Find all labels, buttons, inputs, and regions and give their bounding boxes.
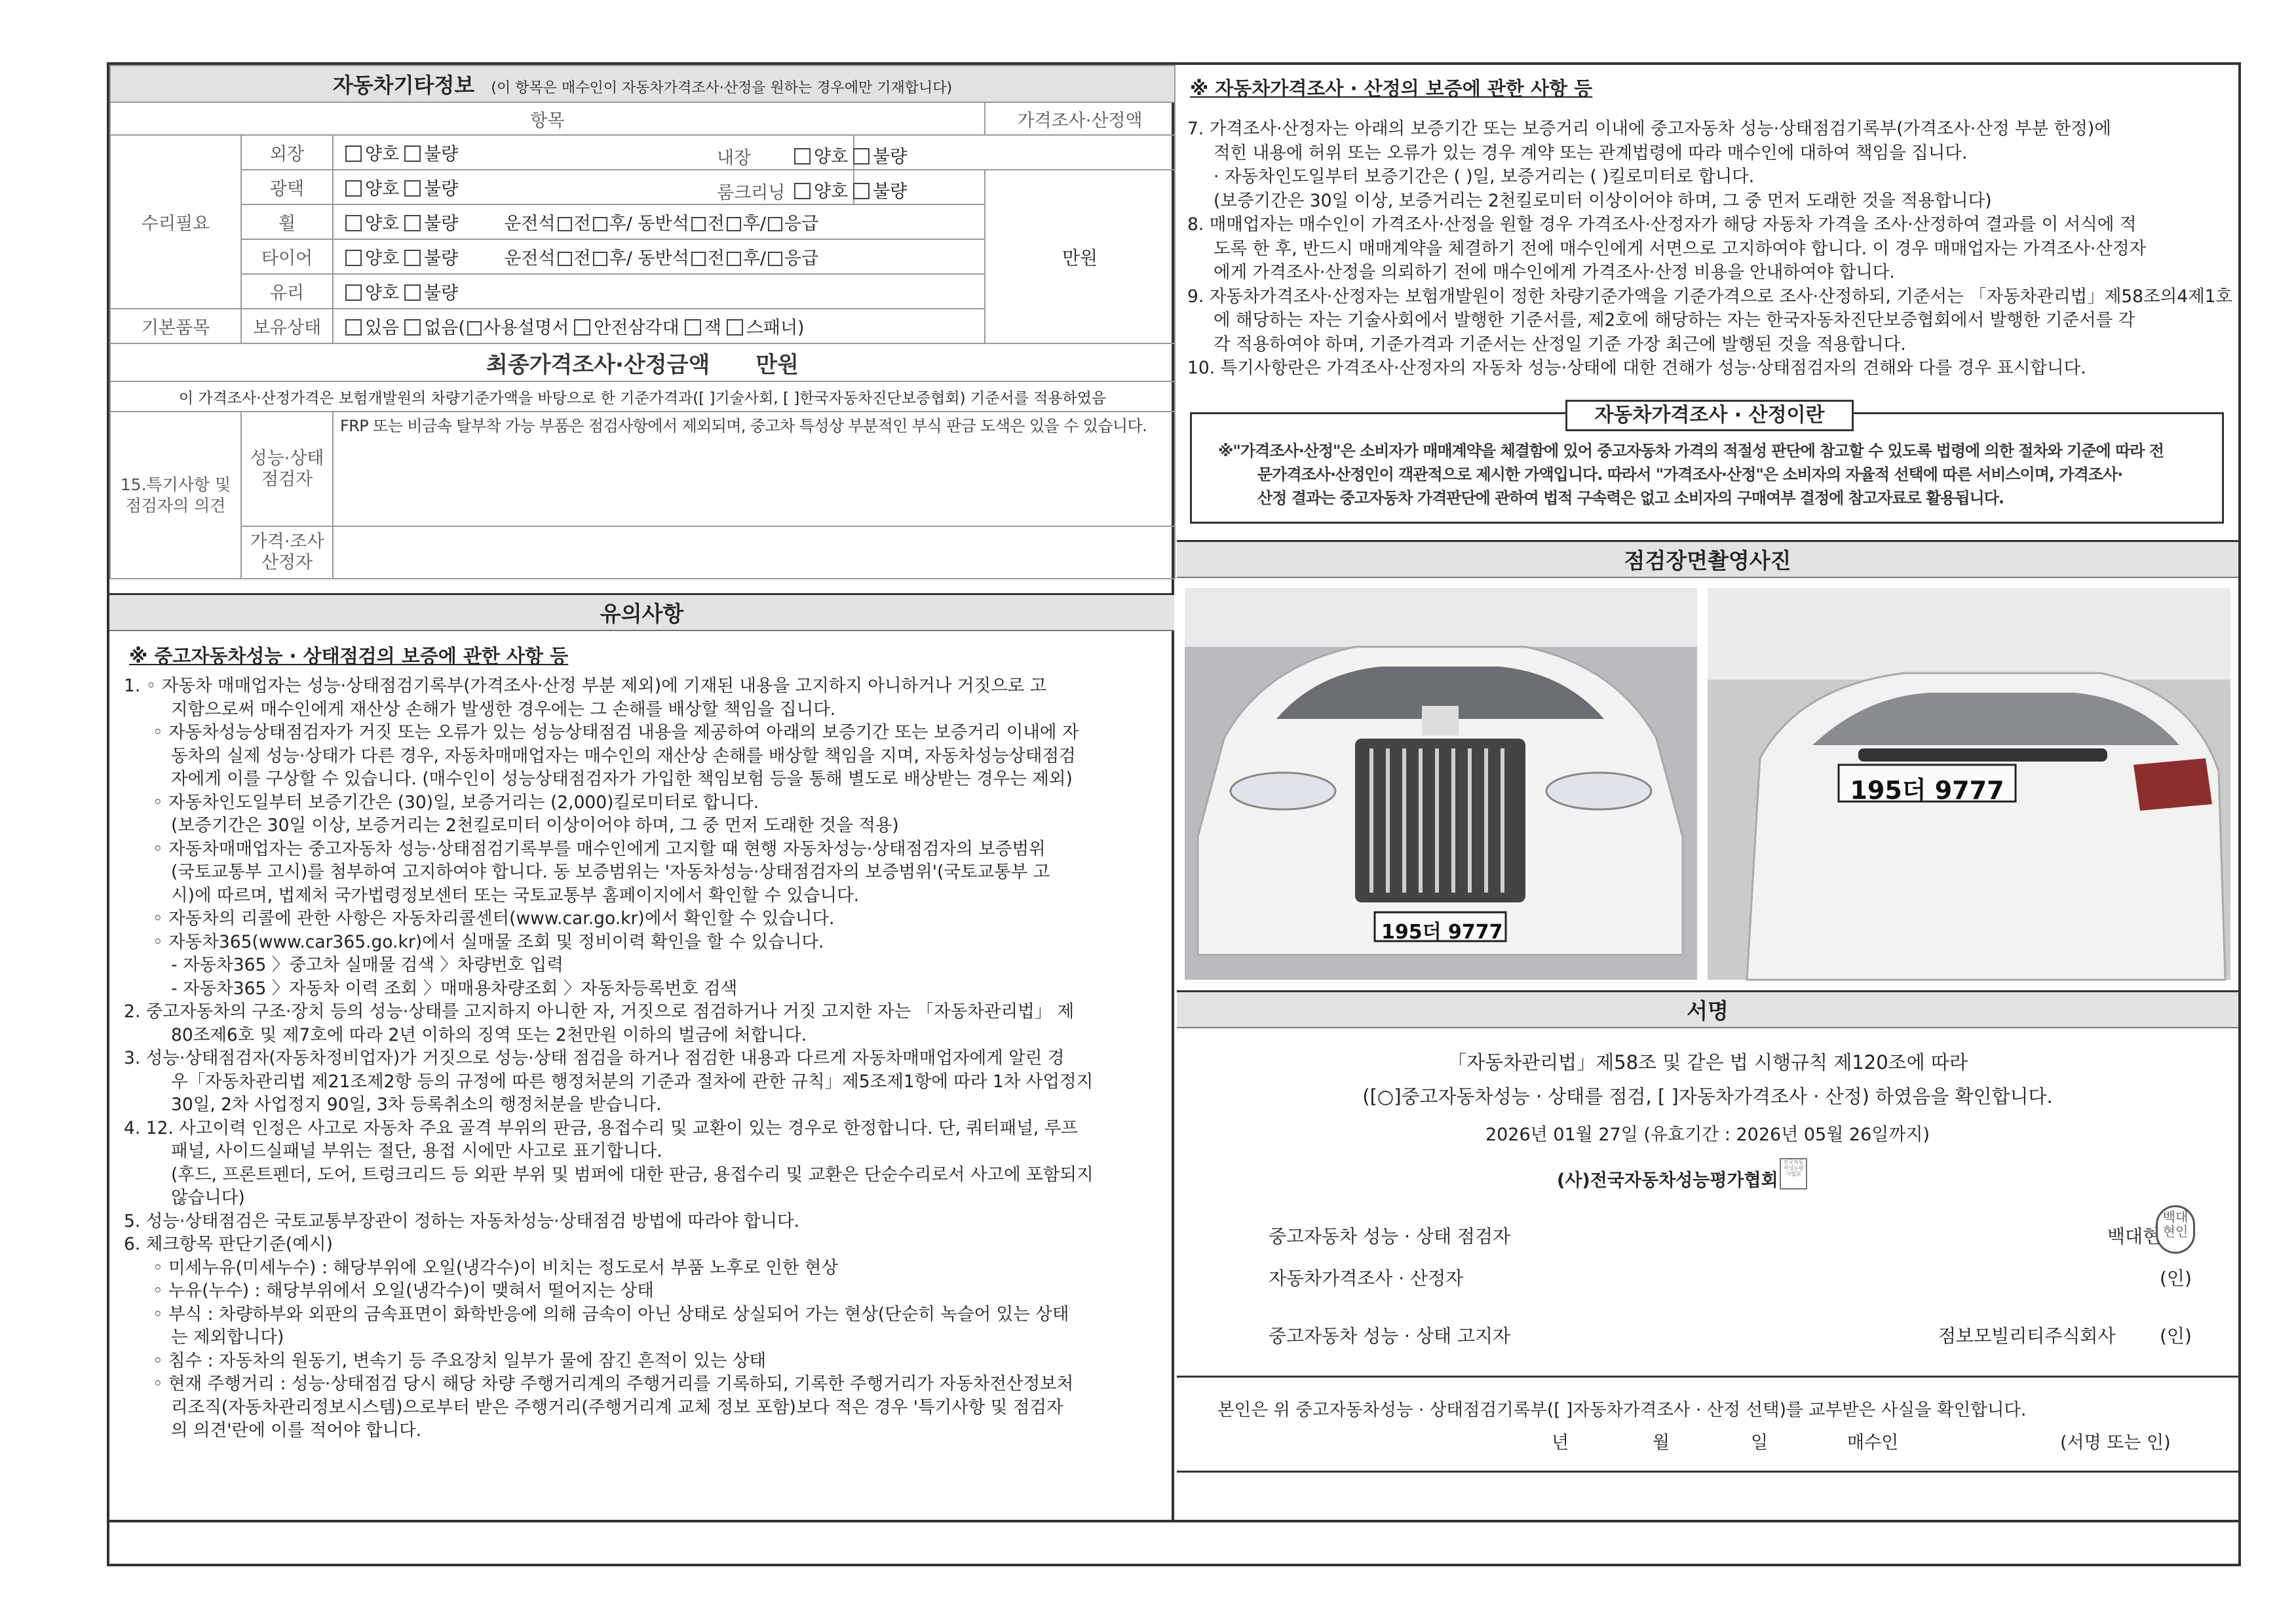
option-jack: 잭 [704, 318, 721, 338]
rear-label: 후/ [609, 248, 632, 269]
text-line: 는 제외합니다) [171, 1327, 284, 1347]
basic-items-label: 기본품목 [110, 309, 241, 343]
front-label: 전 [707, 248, 725, 269]
notice-title: 유의사항 [109, 593, 1174, 631]
checkbox[interactable] [593, 252, 607, 266]
option-bad: 불량 [424, 283, 459, 303]
checkbox[interactable] [404, 145, 421, 162]
text-line: 6. 체크항목 판단기준(예시) [124, 1234, 333, 1254]
passenger-seat-label: 동반석 [638, 214, 689, 234]
inspector-opinion-text: FRP 또는 비금속 탈부착 가능 부품은 점검사항에서 제외되며, 중고차 특성상 부분적인 부식 판금 도색은 있을 수 있습니다. [333, 412, 1175, 526]
checkbox[interactable] [685, 319, 701, 336]
receipt-statement: 본인은 위 중고자동차성능 · 상태점검기록부([ ]자동차가격조사 · 산정 선택)를 교부받은 사실을 확인합니다. [1217, 1400, 2027, 1420]
row-label-gloss: 광택 [241, 170, 333, 204]
assessor-seal-mark: (인) [2160, 1267, 2192, 1289]
checkbox[interactable] [593, 217, 607, 231]
text-line: 8. 매매업자는 매수인이 가격조사·산정을 원할 경우 가격조사·산정자가 해당 자동차 가격을 조사·산정하여 결과를 이 서식에 적 [1187, 214, 2137, 235]
assessor-label: 자동차가격조사 · 산정자 [1269, 1267, 1464, 1289]
receipt-divider [1177, 1376, 2238, 1378]
text-line: (보증기간은 30일 이상, 보증거리는 2천킬로미터 이상이어야 하며, 그 중 먼저 도래한 것을 적용합니다) [1214, 190, 1992, 211]
col-item-header: 항목 [110, 102, 985, 135]
special-label-line2: 점검자의 의견 [125, 495, 226, 515]
signature-section-title: 서명 [1177, 990, 2238, 1028]
text-line: 30일, 2차 사업정지 90일, 3차 등록취소의 행정처분을 받습니다. [171, 1094, 662, 1115]
front-label: 전 [573, 248, 591, 269]
box-line: 문가격조사·산정인이 객관적으로 제시한 가액입니다. 따라서 "가격조사·산정"은 소비자의 자율적 선택에 따른 서비스이며, 가격조사· [1257, 465, 2123, 484]
text-line: 80조제6호 및 제7호에 따라 2년 이하의 징역 또는 2천만원 이하의 벌금에 처합니다. [171, 1024, 807, 1045]
checkbox[interactable] [691, 217, 706, 231]
signature-date: 2026년 01월 27일 (유효기간 : 2026년 05월 26일까지) [1485, 1125, 1930, 1145]
final-price-unit: 만원 [756, 351, 799, 378]
option-bad: 불량 [873, 182, 908, 202]
rear-label: 후/ [609, 214, 632, 234]
text-line: 리조직(자동차관리정보시스템)으로부터 받은 주행거리(주행거리계 교체 정보 포함)보다 적은 경우 '특기사항 및 점검자 [171, 1397, 1063, 1418]
text-line: (보증기간은 30일 이상, 보증거리는 2천킬로미터 이상이어야 하며, 그 중 먼저 도래한 것을 적용) [171, 815, 899, 836]
price-basis: 이 가격조사·산정가격은 보험개발원의 차량기준가액을 바탕으로 한 기준가격과([ ]기술사회, [ ]한국자동차진단보증협회) 기준서를 적용하였음 [110, 381, 1175, 412]
option-triangle: 안전삼각대 [594, 318, 679, 338]
price-assessment-box-text [1218, 439, 2164, 510]
checkbox[interactable] [467, 321, 482, 336]
other-info-note: (이 항목은 매수인이 자동차가격조사·산정을 원하는 경우에만 기재합니다) [491, 80, 953, 96]
col-price-header: 가격조사·산정액 [985, 102, 1175, 135]
text-line: 에 해당하는 자는 기술사회에서 발행한 기준서를, 제2호에 해당하는 자는 한국자동차진단보증협회에서 발행한 기준서를 각 [1214, 310, 2135, 330]
checkbox[interactable] [727, 319, 743, 336]
option-bad: 불량 [424, 248, 459, 269]
text-line: · 자동차인도일부터 보증기간은 ( )일, 보증거리는 ( )킬로미터로 합니다. [1214, 166, 1755, 187]
text-line: 시)에 따르며, 법제처 국가법령정보센터 또는 국토교통부 홈페이지에서 확인할 수 있습니다. [171, 885, 860, 906]
option-bad: 불량 [873, 147, 908, 167]
text-line: 에게 가격조사·산정을 의뢰하기 전에 매수인에게 가격조사·산정 비용을 안내하여야 합니다. [1214, 262, 1895, 282]
row-label-tire: 타이어 [241, 239, 333, 274]
checkbox[interactable] [345, 284, 362, 301]
text-line: ◦ 미세누유(미세누수) : 해당부위에 오일(냉각수)이 비치는 정도로서 부품 노후로 인한 현상 [153, 1257, 839, 1278]
text-line: 지함으로써 매수인에게 재산상 손해가 발생한 경우에는 그 손해를 배상할 책임을 집니다. [171, 699, 836, 720]
option-spanner: 스패너) [746, 318, 805, 338]
driver-seat-label: 운전석 [504, 248, 556, 269]
possession-label: 보유상태 [241, 309, 333, 343]
text-line: 적힌 내용에 허위 또는 오류가 있는 경우 계약 또는 관계법령에 따라 매수인에 대하여 책임을 집니다. [1214, 142, 1968, 163]
text-line: 우「자동차관리법 제21조제2항 등의 규정에 따른 행정처분의 기준과 절차에 관한 규칙」제5조제1항에 따라 1차 사업정지 [171, 1071, 1094, 1092]
receipt-buyer: 매수인 [1847, 1433, 1899, 1453]
text-line: 10. 특기사항란은 가격조사·산정자의 자동차 성능·상태에 대한 견해가 성능·상태점검자의 견해와 다를 경우 표시합니다. [1187, 358, 2086, 378]
option-bad: 불량 [424, 179, 459, 199]
final-price-label: 최종가격조사·산정금액 [486, 351, 710, 378]
text-line: - 자동차365 〉중고차 실매물 검색 〉차량번호 입력 [171, 955, 564, 975]
text-line: ◦ 침수 : 자동차의 원동기, 변속기 등 주요장치 일부가 물에 잠긴 흔적이 있는 상태 [153, 1350, 767, 1371]
text-line: ◦ 자동차매매업자는 중고자동차 성능·상태점검기록부를 매수인에게 고지할 때 현행 자동차성능·상태점검자의 보증범위 [153, 838, 1046, 859]
row-label-room-cleaning: 룸크리닝 [717, 183, 786, 203]
price-guarantee-heading: ※ 자동차가격조사 · 산정의 보증에 관한 사항 등 [1190, 77, 1593, 100]
assessor-label-line2: 산정자 [261, 552, 313, 573]
emergency-label: 응급 [784, 214, 819, 234]
notifier-label: 중고자동차 성능 · 상태 고지자 [1269, 1325, 1511, 1347]
text-line: 각 적용하여야 하며, 기준가격과 기준서는 산정일 기준 가장 최근에 발행된 것을 적용합니다. [1214, 334, 1906, 355]
row-label-exterior: 외장 [241, 135, 333, 170]
front-license-plate: 195더 9777 [1381, 921, 1503, 944]
special-label-line1: 15.특기사항 및 [120, 474, 231, 494]
rear-inspection-photo [1708, 588, 2230, 980]
checkbox[interactable] [404, 180, 421, 197]
checkbox[interactable] [853, 183, 870, 199]
notifier-name: 점보모빌리티주식회사 [1938, 1325, 2116, 1347]
checkbox[interactable] [558, 217, 572, 231]
text-line: 5. 성능·상태점검은 국토교통부장관이 정하는 자동차성능·상태점검 방법에 따라야 합니다. [124, 1210, 800, 1231]
checkbox[interactable] [404, 284, 421, 301]
inspector-label: 중고자동차 성능 · 상태 점검자 [1269, 1226, 1511, 1247]
checkbox[interactable] [345, 215, 362, 231]
row-label-interior: 내장 [717, 148, 752, 168]
text-line: 않습니다) [171, 1188, 245, 1208]
passenger-seat-label: 동반석 [638, 248, 689, 269]
text-line: (후드, 프론트펜더, 도어, 트렁크리드 등 외판 부위 및 범퍼에 대한 판금, 용접수리 및 교환은 단순수리로서 사고에 포함되지 [171, 1164, 1094, 1185]
left-column [109, 65, 1174, 1520]
checkbox[interactable] [727, 217, 741, 231]
association-seal: 전국자동차성능평가협회 [1780, 1158, 1807, 1189]
signature-law-line: 「자동차관리법」제58조 및 같은 법 시행규칙 제120조에 따라 [1447, 1051, 1968, 1073]
emergency-label: 응급 [784, 248, 819, 269]
text-line: 9. 자동차가격조사·산정자는 보험개발원이 정한 차량기준가액을 기준가격으로 조사·산정하되, 기준서는 「자동차관리법」제58조의4제1호 [1187, 286, 2233, 307]
box-line: ※"가격조사·산정"은 소비자가 매매계약을 체결함에 있어 중고자동차 가격의 적절성 판단에 참고할 수 있도록 법령에 의한 절차와 기준에 따라 전 [1218, 442, 2164, 460]
notice-body [124, 674, 1094, 1442]
box-line: 산정 결과는 중고자동차 가격판단에 관하여 법적 구속력은 없고 소비자의 구매여부 결정에 참고자료로 활용됩니다. [1257, 489, 2004, 507]
other-info-title-cell [110, 66, 1175, 102]
receipt-year: 년 [1552, 1433, 1569, 1453]
front-label: 전 [707, 214, 725, 234]
document-page [107, 62, 2241, 1566]
option-good: 양호 [365, 248, 400, 269]
checkbox[interactable] [768, 217, 782, 231]
inspector-label-line2: 점검자 [261, 469, 313, 490]
repair-needed-label: 수리필요 [110, 135, 241, 309]
text-line: 1. ◦ 자동차 매매업자는 성능·상태점검기록부(가격조사·산정 부분 제외)에 기재된 내용을 고지하지 아니하거나 거짓으로 고 [124, 676, 1047, 696]
option-good: 양호 [365, 283, 400, 303]
notifier-seal-mark: (인) [2160, 1325, 2192, 1347]
text-line: 7. 가격조사·산정자는 아래의 보증기간 또는 보증거리 이내에 중고자동차 성능·상태점검기록부(가격조사·산정 부분 한정)에 [1187, 119, 2111, 139]
inspector-label-line1: 성능·상태 [250, 448, 324, 469]
text-line: 2. 중고자동차의 구조·장치 등의 성능·상태를 고지하지 아니한 자, 거짓으로 점검하거나 거짓 고지한 자는 「자동차관리법」 제 [124, 1001, 1075, 1022]
signature-confirm-line: ([○]중고자동차성능 · 상태를 점검, [ ]자동차가격조사 · 산정) 하였음을 확인합니다. [1362, 1085, 2053, 1108]
rear-label: 후/ [742, 214, 766, 234]
front-inspection-photo [1185, 588, 1697, 980]
option-bad: 불량 [424, 214, 459, 234]
text-line: (국토교통부 고시)를 첨부하여 고지하여야 합니다. 동 보증범위는 '자동차성능·상태점검자의 보증범위'(국토교통부 고 [171, 862, 1050, 882]
text-line: 패널, 사이드실패널 부위는 절단, 용접 시에만 사고로 표기합니다. [171, 1141, 662, 1161]
option-no: 없음( [424, 318, 465, 338]
vehicle-other-info-table [109, 65, 1176, 579]
checkbox[interactable] [345, 180, 362, 197]
text-line: 동차의 실제 성능·상태가 다른 경우, 자동차매매업자는 매수인의 재산상 손해를 배상할 책임을 지며, 자동차성능상태점검 [171, 745, 1076, 766]
checkbox[interactable] [794, 183, 811, 199]
receipt-signature-mark: (서명 또는 인) [2060, 1433, 2171, 1453]
rear-label: 후/ [742, 248, 766, 269]
checkbox[interactable] [345, 145, 362, 162]
row-label-wheel: 휠 [241, 204, 333, 239]
option-good: 양호 [365, 144, 400, 164]
option-manual: 사용설명서 [483, 318, 569, 338]
option-yes: 있음 [365, 318, 400, 338]
text-line: ◦ 자동차인도일부터 보증기간은 (30)일, 보증거리는 (2,000)킬로미터로 합니다. [153, 792, 759, 813]
checkbox[interactable] [794, 148, 811, 164]
option-good: 양호 [814, 147, 849, 167]
assessor-label-line1: 가격·조사 [250, 532, 324, 552]
footer-divider [109, 1520, 2238, 1522]
receipt-month: 월 [1653, 1433, 1670, 1453]
row-label-glass: 유리 [241, 274, 333, 309]
option-good: 양호 [365, 214, 400, 234]
receipt-bottom-divider [1177, 1471, 2238, 1473]
checkbox[interactable] [727, 252, 741, 266]
receipt-day: 일 [1751, 1433, 1769, 1453]
text-line: 4. 12. 사고이력 인정은 사고로 자동차 주요 골격 부위의 판금, 용접수리 및 교환이 있는 경우로 한정합니다. 단, 쿼터패널, 루프 [124, 1117, 1078, 1138]
front-label: 전 [573, 214, 591, 234]
final-price-row [110, 343, 1175, 381]
text-line: 자에게 이를 구상할 수 있습니다. (매수인이 성능상태점검자가 가입한 책임보험 등을 통해 별도로 배상받는 경우는 제외) [171, 769, 1073, 789]
text-line: ◦ 자동차성능상태점검자가 거짓 또는 오류가 있는 성능상태점검 내용을 제공하여 아래의 보증기간 또는 보증거리 이내에 자 [153, 722, 1079, 743]
association-name: (사)전국자동차성능평가협회 [1557, 1170, 1778, 1191]
checkbox[interactable] [574, 319, 590, 336]
text-line: ◦ 자동차365(www.car365.go.kr)에서 실매물 조회 및 정비이력 확인을 할 수 있습니다. [153, 931, 824, 952]
inspector-name: 백대현 [2107, 1226, 2161, 1247]
price-assessment-box-title: 자동차가격조사 · 산정이란 [1565, 400, 1854, 431]
checkbox[interactable] [558, 252, 572, 266]
checkbox[interactable] [345, 250, 362, 266]
option-bad: 불량 [424, 144, 459, 164]
price-guarantee-body [1187, 117, 2232, 381]
checkbox[interactable] [404, 215, 421, 231]
driver-seat-label: 운전석 [504, 214, 556, 234]
checkbox[interactable] [404, 319, 421, 336]
text-line: ◦ 자동차의 리콜에 관한 사항은 자동차리콜센터(www.car.go.kr)에서 확인할 수 있습니다. [153, 908, 835, 929]
special-notes-label [110, 412, 241, 579]
inspector-opinion-label [241, 412, 333, 526]
text-line: - 자동차365 〉자동차 이력 조회 〉매매용차량조회 〉자동차등록번호 검색 [171, 978, 738, 999]
option-good: 양호 [365, 179, 400, 199]
other-info-title: 자동차기타정보 [332, 73, 475, 98]
text-line: 도록 한 후, 반드시 매매계약을 체결하기 전에 매수인에게 서면으로 고지하여야 합니다. 이 경우 매매업자는 가격조사·산정자 [1214, 238, 2147, 259]
rear-license-plate: 195더 9777 [1850, 776, 2004, 805]
checkbox[interactable] [404, 250, 421, 266]
photo-section-title: 점검장면촬영사진 [1177, 540, 2238, 578]
assessor-opinion-label [241, 526, 333, 579]
text-line: ◦ 부식 : 차량하부와 외판의 금속표면이 화학반응에 의해 금속이 아닌 상태로 상실되어 가는 현상(단순히 녹슬어 있는 상태 [153, 1304, 1069, 1324]
checkbox[interactable] [768, 252, 782, 266]
text-line: 3. 성능·상태점검자(자동차정비업자)가 거짓으로 성능·상태 점검을 하거나 점검한 내용과 다르게 자동차매매업자에게 알린 경 [124, 1048, 1065, 1068]
option-good: 양호 [814, 182, 849, 202]
checkbox[interactable] [691, 252, 706, 266]
price-assessment-info-box [1190, 404, 2224, 524]
assessor-opinion-text [333, 526, 1175, 579]
inspector-seal: 백대현인 [2156, 1205, 2195, 1254]
text-line: ◦ 현재 주행거리 : 성능·상태점검 당시 해당 차량 주행거리계의 주행거리를 기록하되, 기록한 주행거리가 자동차전산정보처 [153, 1374, 1074, 1394]
text-line: 의 의견'란에 이를 적어야 합니다. [171, 1420, 422, 1440]
text-line: ◦ 누유(누수) : 해당부위에서 오일(냉각수)이 맺혀서 떨어지는 상태 [153, 1281, 654, 1301]
checkbox[interactable] [345, 319, 362, 336]
right-column [1177, 65, 2238, 1520]
checkbox[interactable] [853, 148, 870, 164]
notice-heading: ※ 중고자동차성능 · 상태점검의 보증에 관한 사항 등 [129, 645, 569, 667]
price-unit: 만원 [985, 170, 1175, 343]
